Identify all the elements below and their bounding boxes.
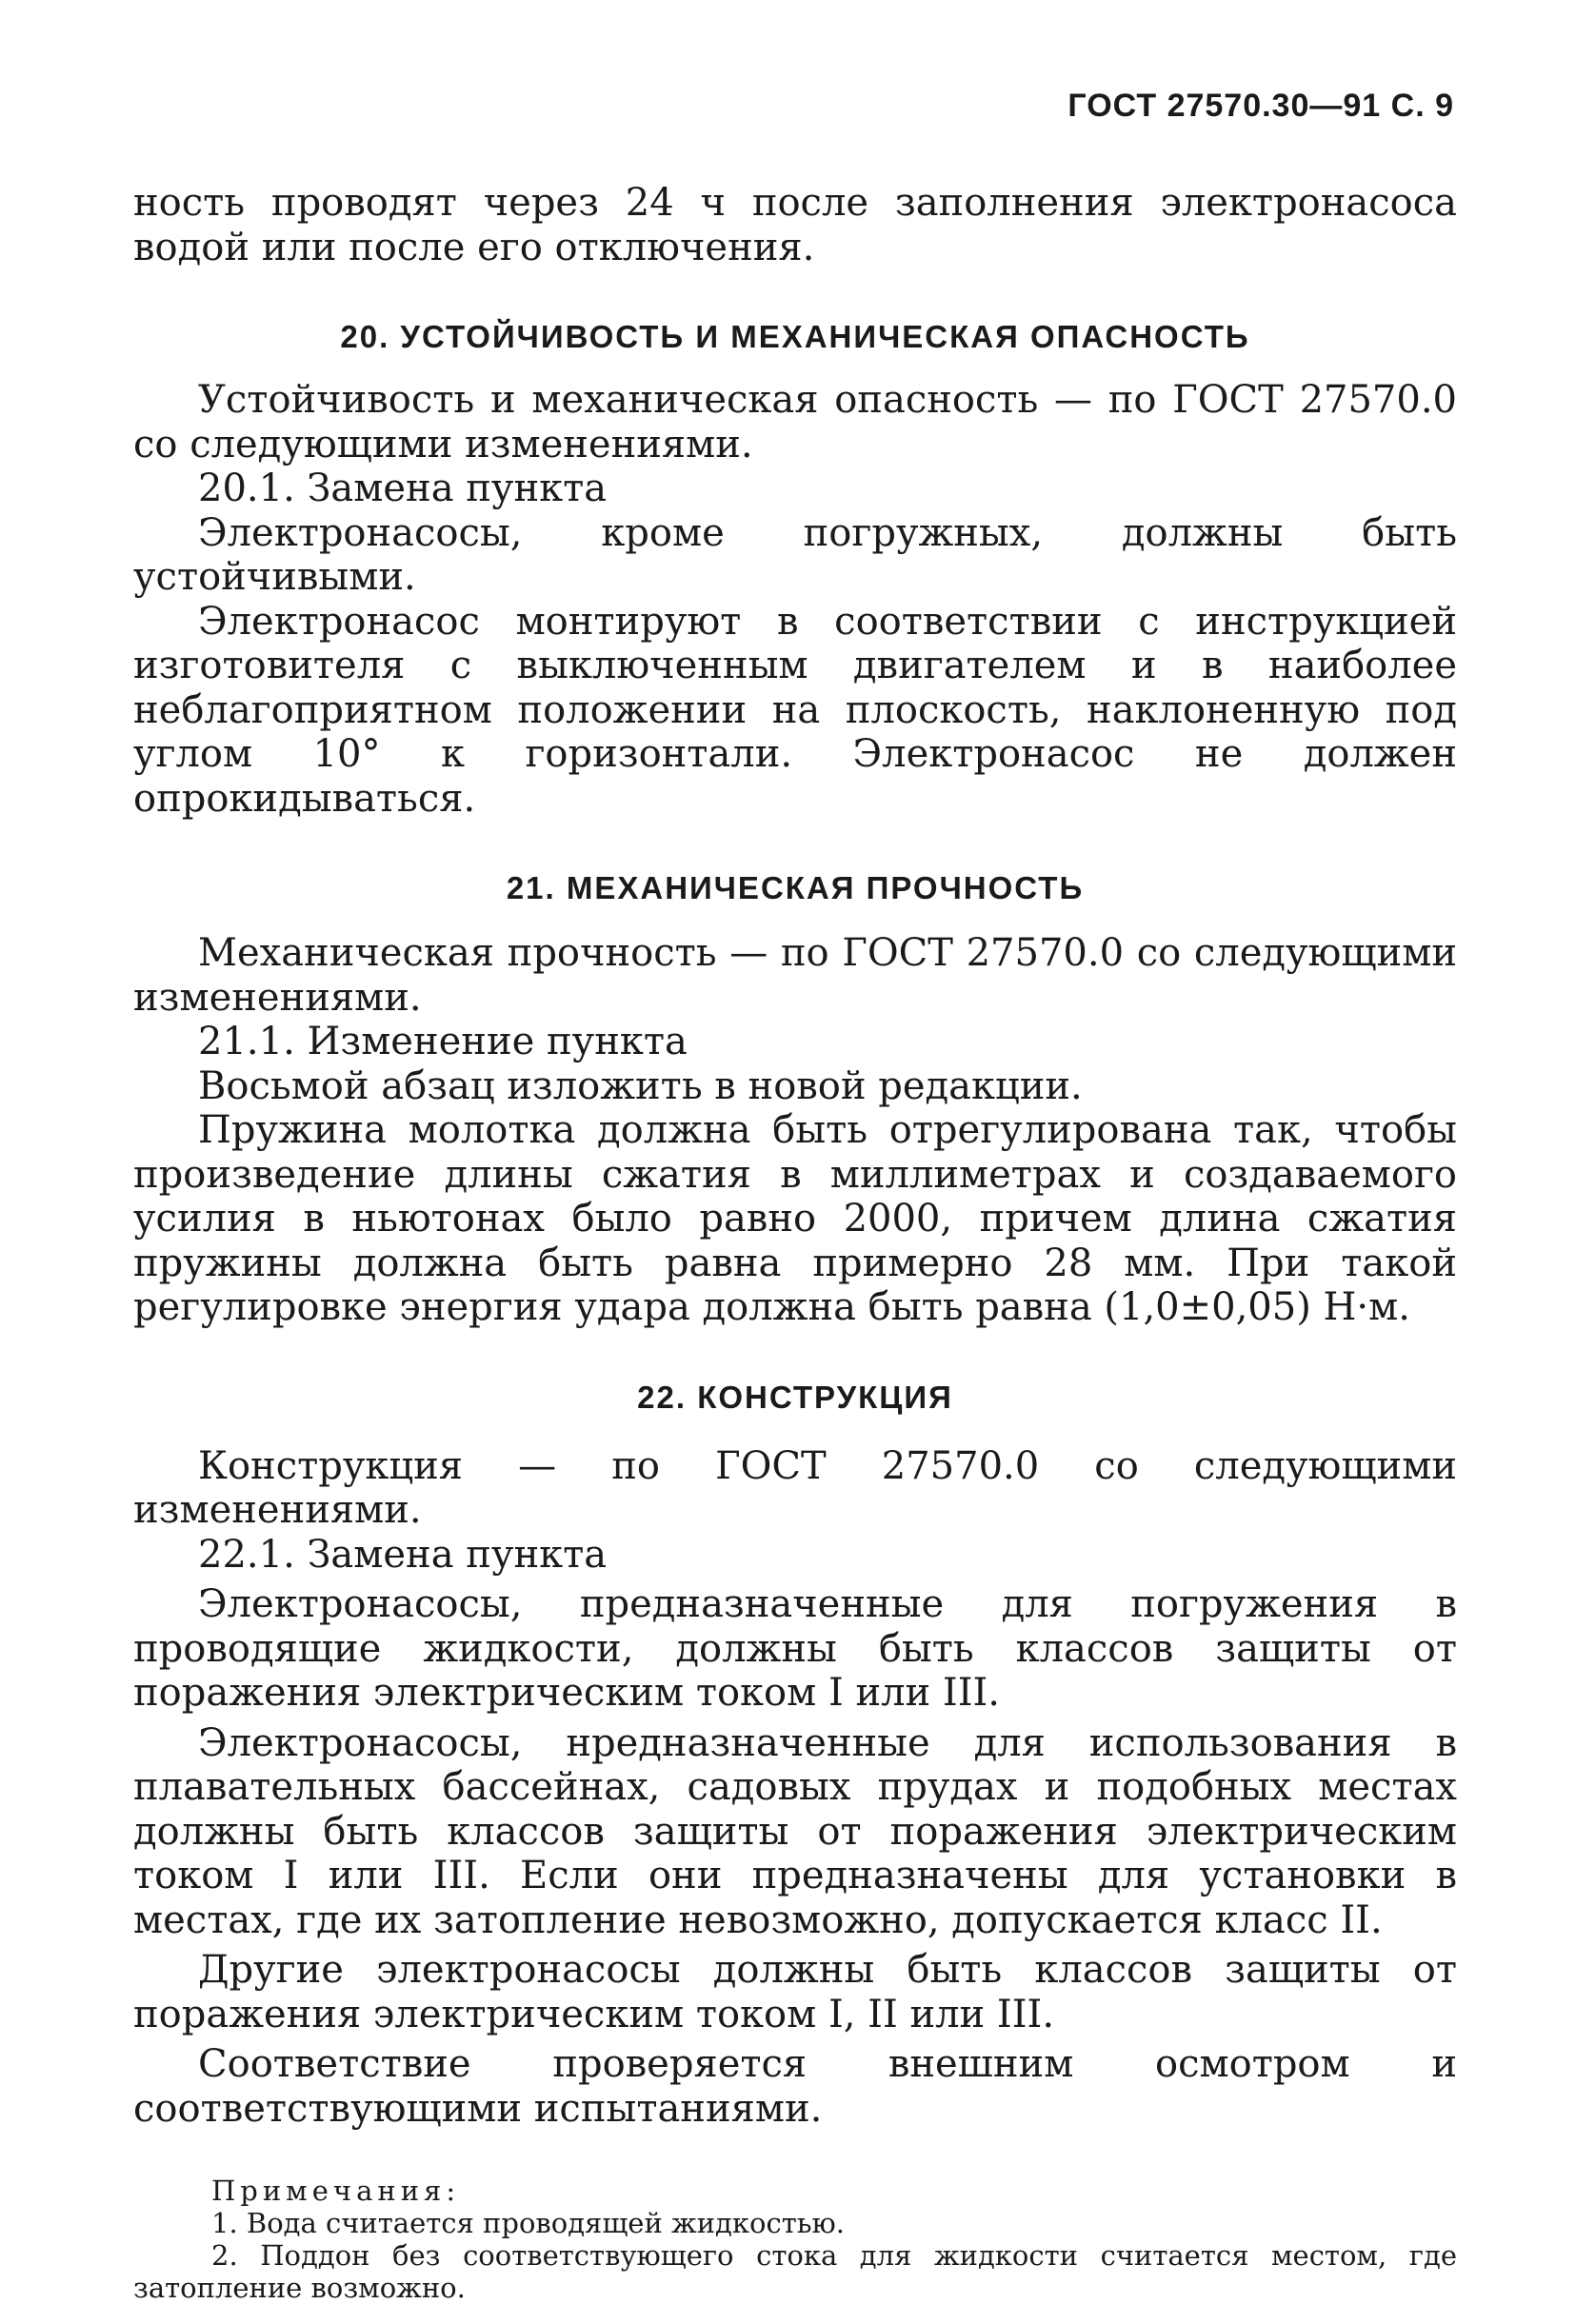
section-20-clause: 20.1. Замена пункта <box>198 467 608 510</box>
section-20-paragraph-2: Электронасосы, кроме погружных, должны быть устойчивыми. <box>133 510 1457 599</box>
section-22-paragraph-5: Соответствие проверяется внешним осмотром и соответствующими испытаниями. <box>133 2042 1457 2131</box>
section-21-paragraph-1: Механическая прочность — по ГОСТ 27570.0 со следующими изменениями. <box>133 931 1457 1020</box>
section-22-paragraph-4: Другие электронасосы должны быть классов защиты от поражения электрическим током I, II или III. <box>133 1948 1457 2036</box>
section-22-paragraph-3: Электронасосы, нредназначенные для использования в плавательных бассейнах, садовых прудах и подобных местах должны быть классов защиты от поражения электрическим током I или III. Если они предназначены для установки в местах, где их затопление невозможно, допускается класс II. <box>133 1720 1457 1942</box>
note-1: 1. Вода считается проводящей жидкостью. <box>211 2207 846 2239</box>
section-21-heading: 21. МЕХАНИЧЕСКАЯ ПРОЧНОСТЬ <box>506 870 1085 905</box>
note-2: 2. Поддон без соответствующего стока для жидкости считается местом, где затопление возможно. <box>133 2239 1457 2304</box>
notes-block <box>133 2175 1457 2304</box>
section-22-clause: 22.1. Замена пункта <box>198 1532 608 1577</box>
section-20-heading: 20. УСТОЙЧИВОСТЬ И МЕХАНИЧЕСКАЯ ОПАСНОСТЬ <box>340 319 1250 354</box>
section-20-paragraph-1: Устойчивость и механическая опасность — по ГОСТ 27570.0 со следующими изменениями. <box>133 378 1457 467</box>
section-21-clause: 21.1. Изменение пункта <box>198 1020 688 1063</box>
running-header: ГОСТ 27570.30—91 С. 9 <box>1067 88 1454 124</box>
section-21-paragraph-2: Восьмой абзац изложить в новой редакции. <box>198 1063 1083 1108</box>
section-20-paragraph-3: Электронасос монтируют в соответствии с инструкцией изготовителя с выключенным двигателем и в наиболее неблагоприятном положении на плоскость, наклоненную под углом 10° к горизонтали. Электронасос не должен опрокидываться. <box>133 599 1457 821</box>
section-22-paragraph-1: Конструкция — по ГОСТ 27570.0 со следующими изменениями. <box>133 1443 1457 1532</box>
intro-paragraph: ность проводят через 24 ч после заполнения электронасоса водой или после его отключения. <box>133 181 1457 269</box>
section-22-heading: 22. КОНСТРУКЦИЯ <box>637 1379 953 1415</box>
document-body <box>133 181 1457 2304</box>
section-21-paragraph-3: Пружина молотка должна быть отрегулирована так, чтобы произведение длины сжатия в миллиметрах и создаваемого усилия в ньютонах было равно 2000, причем длина сжатия пружины должна быть равна примерно 28 мм. При такой регулировке энергия удара должна быть равна (1,0±0,05) Н·м. <box>133 1108 1457 1329</box>
section-22-paragraph-2: Электронасосы, предназначенные для погружения в проводящие жидкости, должны быть классов защиты от поражения электрическим током I или III. <box>133 1582 1457 1715</box>
notes-title: Примечания: <box>211 2175 461 2207</box>
